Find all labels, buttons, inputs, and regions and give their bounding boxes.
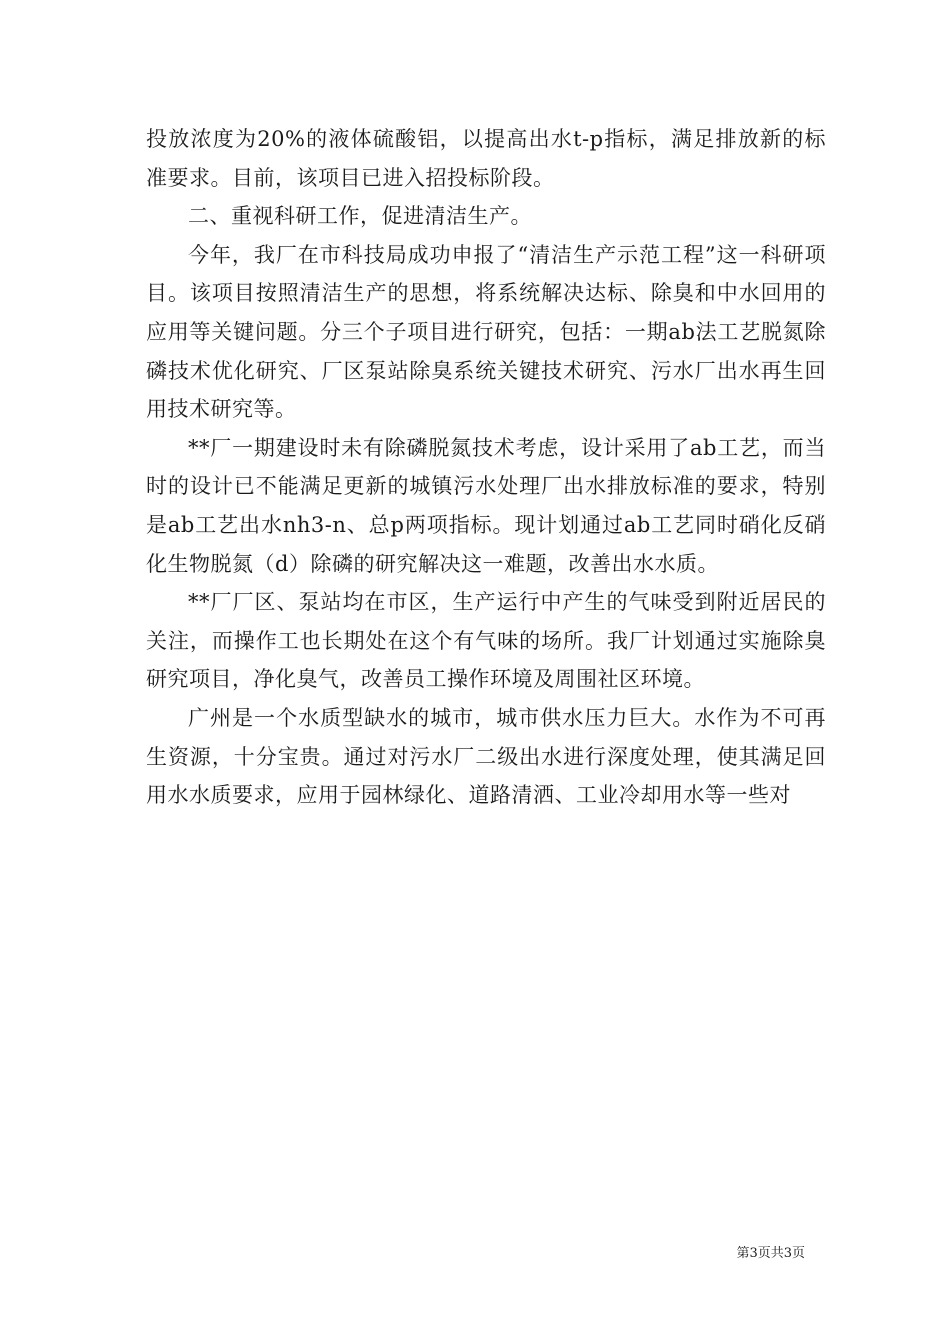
paragraph: **厂一期建设时未有除磷脱氮技术考虑，设计采用了ab工艺，而当时的设计已不能满足更新的城镇污水处理厂出水排放标准的要求，特别是ab工艺出水nh3-n、总p两项指标。现计划通过ab工艺同时硝化反硝化生物脱氮（d）除磷的研究解决这一难题，改善出水水质。: [146, 435, 826, 576]
body-text: [146, 120, 826, 815]
paragraph: 今年，我厂在市科技局成功申报了“清洁生产示范工程”这一科研项目。该项目按照清洁生产的思想，将系统解决达标、除臭和中水回用的应用等关键问题。分三个子项目进行研究，包括：一期ab法工艺脱氮除磷技术优化研究、厂区泵站除臭系统关键技术研究、污水厂出水再生回用技术研究等。: [146, 242, 826, 422]
page-number-footer: 第3页共3页: [736, 1246, 805, 1261]
paragraph: 二、重视科研工作，促进清洁生产。: [188, 204, 532, 229]
paragraph: **厂厂区、泵站均在市区，生产运行中产生的气味受到附近居民的关注，而操作工也长期处在这个有气味的场所。我厂计划通过实施除臭研究项目，净化臭气，改善员工操作环境及周围社区环境。: [146, 590, 826, 692]
paragraph: 投放浓度为20%的液体硫酸铝，以提高出水t-p指标，满足排放新的标准要求。目前，该项目已进入招投标阶段。: [146, 127, 826, 190]
paragraph: 广州是一个水质型缺水的城市，城市供水压力巨大。水作为不可再生资源，十分宝贵。通过对污水厂二级出水进行深度处理，使其满足回用水水质要求，应用于园林绿化、道路清洒、工业冷却用水等一些对: [146, 705, 826, 808]
